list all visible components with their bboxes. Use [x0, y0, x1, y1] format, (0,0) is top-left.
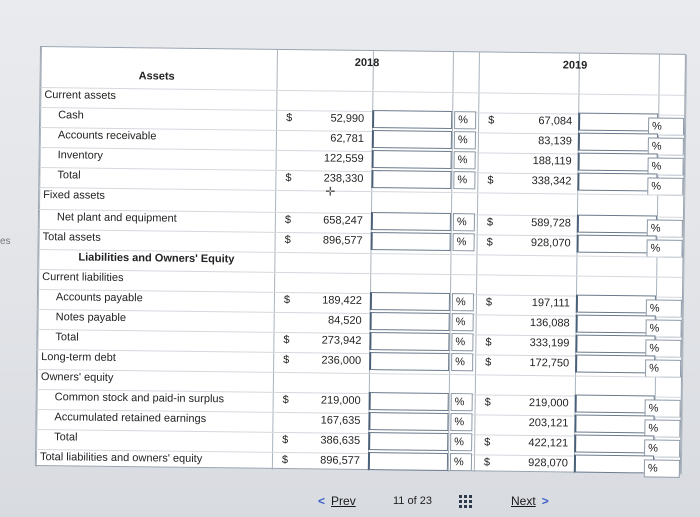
value-2018-accounts-receivable: 62,781 [330, 132, 364, 145]
input-2018-retained-earnings[interactable] [368, 412, 448, 431]
balance-sheet-table [35, 46, 686, 474]
percent-2019-inventory[interactable]: % [647, 157, 683, 175]
percent-2018-net-plant[interactable]: % [453, 213, 475, 231]
input-2019-long-term-debt[interactable] [575, 355, 655, 374]
value-2018-total-assets: 896,577 [322, 234, 363, 247]
row-label-total-current-assets: Total [57, 169, 81, 182]
percent-2019-total-liab-equity[interactable]: % [644, 459, 680, 477]
input-2019-accounts-receivable[interactable] [578, 133, 658, 152]
value-2019-inventory: 188,119 [532, 155, 572, 168]
dollar-sign: $ [483, 456, 491, 469]
dollar-sign: $ [281, 453, 289, 467]
dollar-sign: $ [485, 356, 492, 369]
row-label-notes-payable: Notes payable [55, 311, 127, 325]
percent-2018-long-term-debt[interactable]: % [451, 353, 473, 371]
value-2018-cash: 52,990 [330, 112, 365, 125]
value-2018-retained-earnings: 167,635 [320, 414, 361, 427]
percent-2018-retained-earnings[interactable]: % [450, 413, 472, 431]
value-2019-notes-payable: 136,088 [529, 317, 570, 330]
percent-2018-notes-payable[interactable]: % [452, 313, 474, 331]
percent-2019-total-equity[interactable]: % [644, 439, 680, 457]
assets-heading: Assets [138, 70, 175, 83]
percent-2018-cash[interactable]: % [454, 111, 476, 129]
edge-text: es [0, 236, 11, 247]
percent-2019-total-assets[interactable]: % [646, 239, 682, 257]
value-2019-total-liab-equity: 928,070 [528, 456, 569, 470]
grid-view-icon[interactable] [459, 495, 473, 509]
value-2018-total-current-assets: 238,330 [323, 172, 364, 185]
percent-2019-total-current-liab[interactable]: % [645, 339, 681, 357]
dollar-sign: $ [283, 353, 290, 367]
value-2018-net-plant: 658,247 [323, 214, 363, 227]
value-2019-total-current-liab: 333,199 [529, 337, 570, 350]
pagination-bar [0, 492, 700, 514]
input-2019-total-current-liab[interactable] [575, 335, 655, 354]
row-label-net-plant: Net plant and equipment [56, 211, 177, 225]
row-label-common-stock: Common stock and paid-in surplus [54, 391, 225, 406]
input-2019-inventory[interactable] [578, 153, 658, 172]
input-2018-total-liab-equity[interactable] [368, 452, 448, 471]
page-indicator: 11 of 23 [393, 495, 432, 507]
dollar-sign: $ [282, 433, 289, 447]
dollar-sign: $ [286, 112, 293, 125]
input-2018-common-stock[interactable] [369, 392, 449, 411]
row-label-long-term-debt: Long-term debt [41, 351, 116, 364]
input-2018-total-equity[interactable] [368, 432, 448, 451]
row-label-total-assets: Total assets [42, 231, 101, 244]
dollar-sign: $ [487, 174, 494, 187]
row-label-total-equity: Total [54, 431, 78, 444]
dollar-sign: $ [484, 396, 491, 409]
dollar-sign: $ [486, 216, 494, 229]
value-2019-cash: 67,084 [538, 115, 573, 128]
percent-2019-notes-payable[interactable]: % [645, 319, 681, 337]
input-2018-long-term-debt[interactable] [369, 352, 449, 371]
row-label-total-liab-equity: Total liabilities and owners' equity [39, 451, 203, 466]
input-2019-total-equity[interactable] [574, 435, 654, 454]
next-button[interactable] [511, 494, 549, 508]
row-label-fixed-assets: Fixed assets [43, 189, 105, 202]
dollar-sign: $ [484, 436, 491, 449]
percent-2019-total-current-assets[interactable]: % [647, 177, 683, 195]
value-2018-common-stock: 219,000 [320, 394, 361, 407]
dollar-sign: $ [285, 172, 292, 185]
input-2018-accounts-receivable[interactable] [372, 130, 452, 149]
value-2019-retained-earnings: 203,121 [528, 416, 569, 430]
value-2019-total-assets: 928,070 [530, 237, 571, 250]
percent-2019-cash[interactable]: % [648, 117, 684, 135]
percent-2018-total-assets[interactable]: % [453, 233, 475, 251]
dollar-sign: $ [283, 293, 291, 307]
percent-2019-net-plant[interactable]: % [647, 219, 683, 237]
year-2019-header: 2019 [562, 59, 588, 72]
input-2019-total-current-assets[interactable] [577, 173, 657, 192]
row-label-current-assets: Current assets [44, 89, 117, 102]
dollar-sign: $ [488, 114, 495, 127]
dollar-sign: $ [485, 336, 492, 349]
dollar-sign: $ [485, 296, 493, 309]
input-2019-total-assets[interactable] [577, 235, 657, 254]
dollar-sign: $ [284, 214, 292, 227]
percent-2019-long-term-debt[interactable]: % [645, 359, 681, 377]
value-2018-total-equity: 386,635 [320, 434, 361, 447]
chevron-left-icon: < [318, 494, 326, 508]
input-2019-cash[interactable] [578, 113, 658, 132]
input-2019-net-plant[interactable] [577, 215, 657, 234]
input-2019-common-stock[interactable] [575, 395, 655, 414]
year-2018-header: 2018 [354, 56, 380, 70]
dollar-sign: $ [486, 236, 493, 249]
value-2018-inventory: 122,559 [323, 152, 364, 165]
value-2018-total-liab-equity: 896,577 [320, 454, 361, 467]
input-2018-notes-payable[interactable] [370, 312, 450, 331]
row-divider [40, 87, 684, 96]
row-label-total-current-liab: Total [55, 331, 79, 344]
input-2018-inventory[interactable] [372, 150, 452, 169]
row-divider [38, 269, 682, 278]
percent-2018-total-current-assets[interactable]: % [453, 171, 475, 189]
percent-2018-accounts-receivable[interactable]: % [454, 131, 476, 149]
row-label-current-liabilities: Current liabilities [42, 271, 124, 285]
input-2018-total-assets[interactable] [371, 232, 451, 251]
input-2019-total-liab-equity[interactable] [574, 455, 654, 474]
input-2018-cash[interactable] [372, 110, 452, 129]
dollar-sign: $ [282, 393, 289, 407]
value-2018-notes-payable: 84,520 [327, 314, 362, 327]
input-2019-retained-earnings[interactable] [574, 415, 654, 434]
value-2019-accounts-payable: 197,111 [531, 297, 570, 310]
value-2018-total-current-liab: 273,942 [321, 334, 362, 347]
row-label-cash: Cash [58, 109, 84, 122]
dollar-sign: $ [283, 333, 290, 347]
value-2019-accounts-receivable: 83,139 [538, 135, 572, 148]
percent-2018-common-stock[interactable]: % [451, 393, 473, 411]
input-2018-total-current-assets[interactable] [371, 170, 451, 189]
percent-2019-common-stock[interactable]: % [645, 399, 681, 417]
row-label-inventory: Inventory [57, 149, 103, 162]
value-2019-common-stock: 219,000 [528, 397, 569, 410]
percent-2018-accounts-payable[interactable]: % [452, 293, 474, 311]
value-2018-long-term-debt: 236,000 [321, 354, 362, 367]
move-cursor-icon: ✛ [325, 184, 336, 199]
input-2019-notes-payable[interactable] [576, 315, 656, 334]
dollar-sign: $ [284, 234, 291, 247]
prev-button[interactable] [318, 494, 356, 508]
percent-2019-accounts-payable[interactable]: % [646, 299, 682, 317]
value-2019-total-equity: 422,121 [528, 436, 569, 450]
percent-2019-accounts-receivable[interactable]: % [648, 137, 684, 155]
prev-label: Prev [331, 494, 356, 508]
percent-2018-inventory[interactable]: % [454, 151, 476, 169]
value-2019-long-term-debt: 172,750 [529, 357, 570, 370]
percent-2018-total-equity[interactable]: % [450, 433, 472, 451]
row-label-accounts-receivable: Accounts receivable [57, 129, 157, 143]
row-label-owners-equity: Owners' equity [40, 371, 114, 384]
percent-2018-total-liab-equity[interactable]: % [450, 453, 472, 471]
percent-2018-total-current-liab[interactable]: % [451, 333, 473, 351]
next-label: Next [511, 494, 536, 508]
row-label-liab-header: Liabilities and Owners' Equity [78, 251, 235, 266]
percent-2019-retained-earnings[interactable]: % [644, 419, 680, 437]
input-2018-total-current-liab[interactable] [369, 332, 449, 351]
input-2019-accounts-payable[interactable] [576, 295, 656, 314]
value-2019-net-plant: 589,728 [531, 217, 571, 230]
input-2018-accounts-payable[interactable] [370, 292, 450, 311]
input-2018-net-plant[interactable] [371, 212, 451, 231]
row-label-accounts-payable: Accounts payable [55, 291, 143, 305]
row-label-retained-earnings: Accumulated retained earnings [54, 411, 207, 426]
value-2018-accounts-payable: 189,422 [322, 294, 362, 307]
value-2019-total-current-assets: 338,342 [531, 175, 572, 188]
chevron-right-icon: > [541, 494, 549, 508]
